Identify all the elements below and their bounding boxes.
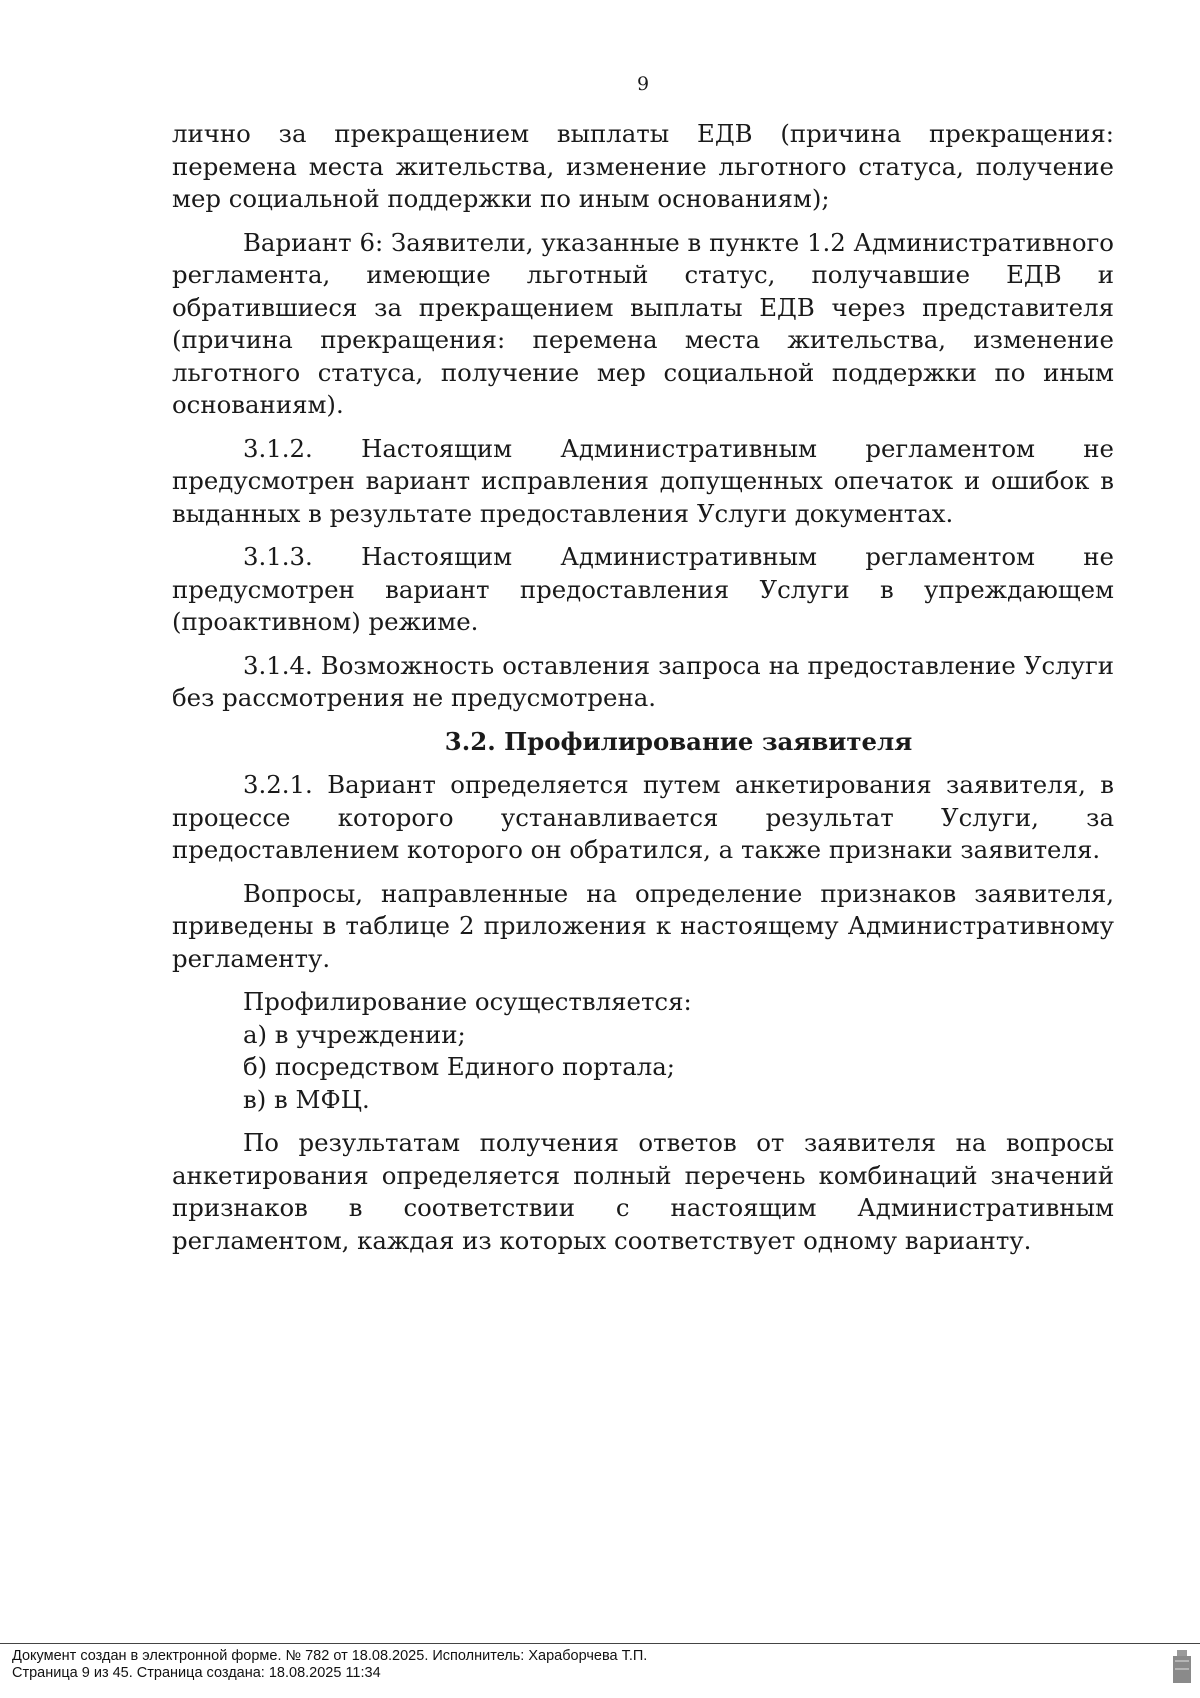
paragraph-3-1-3: 3.1.3. Настоящим Административным регламентом не предусмотрен вариант предоставления Услуги в упреждающем (проактивном) режиме. — [172, 542, 1114, 636]
profiling-item: в) в МФЦ. — [243, 1084, 370, 1114]
footer-line-document: Документ создан в электронной форме. № 782 от 18.08.2025. Исполнитель: Хараборчева Т.П. — [12, 1648, 648, 1664]
paragraph-3-1-2: 3.1.2. Настоящим Административным регламентом не предусмотрен вариант исправления допущенных опечаток и ошибок в выданных в результате предоставления Услуги документах. — [172, 433, 1114, 528]
emblem-icon — [1172, 1648, 1192, 1684]
paragraph-3-1-4: 3.1.4. Возможность оставления запроса на предоставление Услуги без рассмотрения не предусмотрена. — [172, 650, 1114, 712]
paragraph-continuation: лично за прекращением выплаты ЕДВ (причина прекращения: перемена места жительства, изменение льготного статуса, получение мер социальной поддержки по иным основаниям); — [172, 119, 1114, 213]
section-heading: 3.2. Профилирование заявителя — [444, 726, 913, 756]
footer-line-page: Страница 9 из 45. Страница создана: 18.08.2025 11:34 — [12, 1665, 381, 1681]
paragraph-variant-6: Вариант 6: Заявители, указанные в пункте 1.2 Административного регламента, имеющие льготный статус, получавшие ЕДВ и обратившиеся за прекращением выплаты ЕДВ через представителя (причина прекращения: перемена места жительства, изменение льготного статуса, получение мер социальной поддержки по иным основаниям). — [172, 227, 1114, 419]
footer-divider — [0, 1643, 1200, 1644]
profiling-item: а) в учреждении; — [243, 1019, 466, 1049]
document-body — [172, 118, 1114, 1268]
paragraph-questions: Вопросы, направленные на определение признаков заявителя, приведены в таблице 2 приложения к настоящему Административному регламенту. — [172, 878, 1114, 973]
paragraph-closing: По результатам получения ответов от заявителя на вопросы анкетирования определяется полный перечень комбинаций значений признаков в соответствии с настоящим Административным регламентом, каждая из которых соответствует одному варианту. — [172, 1128, 1114, 1255]
profiling-item: б) посредством Единого портала; — [243, 1052, 675, 1081]
profiling-intro: Профилирование осуществляется: — [243, 987, 692, 1016]
footer — [12, 1648, 647, 1682]
page-number: 9 — [636, 73, 650, 95]
paragraph-3-2-1: 3.2.1. Вариант определяется путем анкетирования заявителя, в процессе которого устанавливается результат Услуги, за предоставлением которого он обратился, а также признаки заявителя. — [172, 770, 1114, 864]
